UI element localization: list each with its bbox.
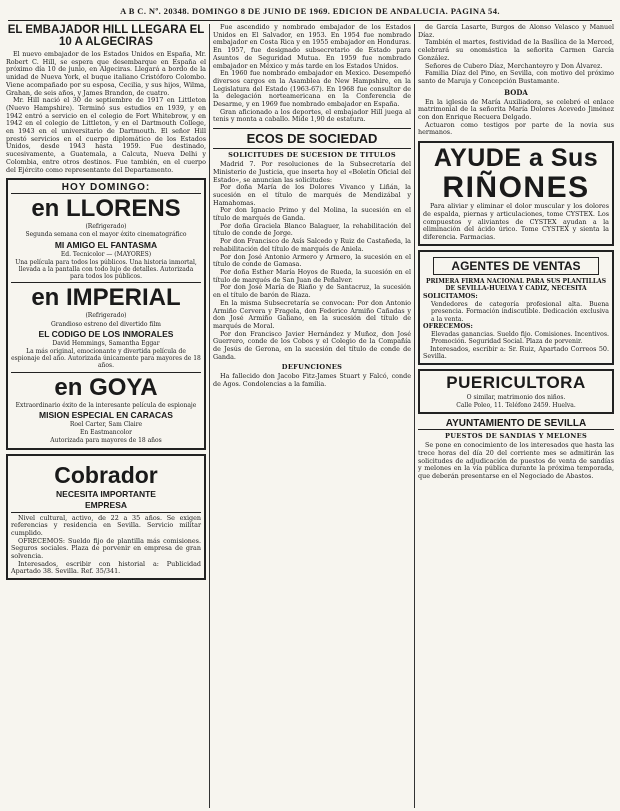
municipal-notice-title: AYUNTAMIENTO DE SEVILLA	[418, 418, 614, 430]
ad-text: O similar, matrimonio dos niños.	[466, 393, 566, 401]
section-subtitle: DEFUNCIONES	[281, 363, 343, 372]
divider	[11, 282, 201, 283]
film-title: MI AMIGO EL FANTASMA	[54, 239, 158, 250]
cinema-note: En Eastmancolor	[79, 429, 133, 437]
divider	[11, 512, 201, 513]
society-paragraph: Por doña María de los Dolores Vivanco y Liñán, la sucesión en el título de marqués de Mendizábal y Hamahomas.	[213, 183, 411, 207]
ad-contact: Calle Poleo, 11. Teléfono 2459. Huelva.	[456, 402, 576, 410]
cinema-name: en GOYA	[54, 373, 158, 401]
section-subtitle: SOLICITUDES DE SUCESION DE TITULOS	[228, 151, 396, 160]
ad-contact: Interesados, escribir con historial a: Publicidad Apartado 38. Sevilla. Ref. 35/341.	[11, 559, 201, 576]
article-paragraph: El nuevo embajador de los Estados Unidos en España, Mr. Robert C. Hill, se espera que desembarque en España el próximo día 10 de junio, en Algeciras. Llegará a bordo de la unidad de Nueva York, el buque italiano Cristóforo Colombo. Viene acompañado por su esposa, Cecilia, y sus hijos, Wilma, Grahan, de seis años, y James Brandon, de cuatro.	[6, 50, 206, 97]
cobrador-ad	[6, 454, 206, 581]
ad-contact: Interesados, escribir a: Sr. Ruiz, Apartado Correos 50. Sevilla.	[423, 344, 609, 361]
ad-text: Para aliviar y eliminar el dolor muscular y los dolores de espalda, piernas y articulaciones, tome CYSTEX. Los compuestos y aliviantes de CYSTEX ayudan a la eliminación del ácido úrico. Tome CYSTEX y sienta la diferencia. Farmacias.	[423, 202, 609, 241]
ad-title: AGENTES DE VENTAS	[433, 257, 599, 275]
society-paragraph: En la iglesia de María Auxiliadora, se celebró el enlace matrimonial de la señorita María Dolores Acevedo Jiménez con don Enrique Recuera Delgado.	[418, 97, 614, 122]
section-title-society: ECOS DE SOCIEDAD	[213, 128, 411, 149]
ad-headline: AYUDE a Sus	[433, 144, 599, 173]
wedding-heading: BODA	[504, 87, 528, 97]
ad-title: PUERICULTORA	[446, 372, 586, 392]
municipal-notice-text: Se pone en conocimiento de los interesados que hasta las trece horas del día 20 del corriente mes se admitirán las solicitudes de adjudicación de puestos de venta de sandías y melones en la vía pública durante la próxima temporada, que deberán presentarse en el Negociado de Abastos.	[418, 441, 614, 481]
society-paragraph: Por doña Graciela Blanco Balaguer, la rehabilitación del título de conde de Jorge.	[213, 221, 411, 238]
cinema-box-title: HOY DOMINGO:	[11, 182, 201, 194]
column-left	[6, 24, 206, 808]
divider	[11, 372, 201, 373]
page-header: A B C. Nº. 20348. DOMINGO 8 DE JUNIO DE 1969. EDICION DE ANDALUCIA. PAGINA 54.	[8, 6, 612, 21]
ad-section-label: SOLICITAMOS:	[423, 292, 478, 301]
headline-ambassador: EL EMBAJADOR HILL LLEGARA EL 10 A ALGECIRAS	[7, 24, 205, 48]
article-paragraph: En 1960 fue nombrado embajador en Mexico. Desempeñó diversos cargos en la Asamblea de New Hampshire, en la Legislatura del Estado (1963-67). En 1968 fue consultor de la delegación norteamericana en la Conferencia de Desarme, y en 1969 fue nombrado embajador en España.	[213, 69, 411, 109]
film-cast: Ed. Tecnicolor — (MAYORES)	[60, 250, 152, 258]
society-paragraph: Familia Díaz del Pino, en Sevilla, con motivo del próximo santo de Maruja y Concepción Bustamante.	[418, 69, 614, 85]
society-paragraph: También el martes, festividad de la Basílica de la Merced, celebrará su onomástica la señorita Carmen García González.	[418, 38, 614, 62]
society-paragraph: En la misma Subsecretaría se convocan: Por don Antonio Armiño Cervera y Fragela, don Federico Armiño Cañadas y don José Armiño Galiano, en la sucesión del título de marqués de Moral.	[213, 298, 411, 330]
municipal-notice-subtitle: PUESTOS DE SANDIAS Y MELONES	[444, 432, 588, 441]
cinema-note: (Refrigerado)	[85, 223, 127, 231]
society-paragraph: Ha fallecido don Jacobo Fitz-James Stuart y Falcó, conde de Agos. Condolencias a la familia.	[213, 372, 411, 389]
sales-agents-ad	[418, 250, 614, 365]
ad-headline: RIÑONES	[442, 171, 590, 205]
cinema-note: (Refrigerado)	[85, 312, 127, 320]
cinema-tagline: Extraordinario éxito de la interesante película de espionaje	[15, 401, 197, 409]
column-rule	[414, 24, 415, 808]
society-paragraph: Por doña Esther María Hoyos de Rueda, la sucesión en el título de marqués de San Juan de Peñalver.	[213, 267, 411, 284]
cinema-name: en IMPERIAL	[31, 284, 181, 312]
ad-offer: OFRECEMOS: Sueldo fijo de plantilla más comisiones. Seguros sociales. Plaza de porvenir en empresa de gran solvencia.	[11, 536, 201, 561]
society-paragraph: Señores de Cubero Díaz, Merchanteyro y Don Álvarez.	[425, 61, 603, 70]
ad-text: Elevadas ganancias. Sueldo fijo. Comisiones. Incentivos. Promoción. Seguridad Social. Plaza de porvenir.	[431, 330, 609, 346]
cystex-ad	[418, 141, 614, 246]
puericultora-ad	[418, 369, 614, 414]
film-cast: Roel Carter, Sam Claire	[69, 420, 143, 428]
cinema-tagline: Segunda semana con el mayor éxito cinematográfico	[25, 231, 187, 239]
ad-subtitle: NECESITA IMPORTANTE	[56, 488, 156, 499]
film-title: MISION ESPECIAL EN CARACAS	[39, 409, 173, 420]
society-paragraph: Por don José Antonio Armero y Armero, la sucesión en el título de conde de Gamasa.	[213, 252, 411, 269]
society-paragraph: Por don José María de Riaño y de Santacruz, la sucesión en el título de barón de Riaza.	[213, 283, 411, 300]
article-paragraph: Mr. Hill nació el 30 de septiembre de 1917 en Littleton (Nuevo Hampshire). Terminó sus estudios en 1939, y en 1942 entró a servicio en el colegio de Fort Whitebrow, y en 1942 en el colegio de Littleton, y en el Dartmouth College, en 1943 en el universitario de Dartmouth. El señor Hill prestó servicios en el cuerpo diplomático de los Estados Unidos, desde 1943 hasta 1959. Fue destinado, sucesivamente, a Guatemala, a Calcuta, Nueva Delhi y Colombia, entre otros destinos. Fue también, en el cuerpo del Ejército como representante del Departamento.	[6, 96, 206, 174]
ad-text: Vendedores de categoría profesional alta. Buena presencia. Formación indiscutible. Dedicación exclusiva a la venta.	[431, 300, 609, 323]
ad-subtitle: PRIMERA FIRMA NACIONAL PARA SUS PLANTILLAS DE SEVILLA-HUELVA Y CADIZ, NECESITA	[425, 277, 607, 292]
society-paragraph: Por don Ignacio Primo y del Molina, la sucesión en el título de marqués de Ganda.	[213, 206, 411, 223]
ad-text: Nivel cultural, activo, de 22 a 35 años. Se exigen referencias y residencia en Sevilla. Servicio militar cumplido.	[11, 513, 201, 537]
ad-subtitle: EMPRESA	[84, 499, 128, 510]
film-cast: David Hemmings, Samantha Eggar	[52, 339, 160, 347]
cinema-name: en LLORENS	[31, 195, 181, 223]
article-paragraph: Gran aficionado a los deportes, el embajador Hill juega al tenis y monta a caballo. Mide 1,90 de estatura.	[213, 107, 411, 124]
ad-title: Cobrador	[54, 461, 158, 488]
ad-section-label: OFRECEMOS:	[423, 321, 473, 330]
society-paragraph: Por don Francisco Javier Hernández y Muñoz, don José Guerrero, conde de los Cobos y el Colegio de la Compañía de Jesús de Gerona, en la sucesión del título de conde de Ganda.	[213, 329, 411, 361]
film-description: Autorizada para mayores de 18 años	[50, 437, 162, 445]
article-paragraph: Fue ascendido y nombrado embajador de los Estados Unidos en El Salvador, en 1953. En 1954 fue nombrado embajador en Costa Rica y en 1955 embajador en Honduras. En 1957, fue designado subsecretario de Estado para Asuntos de Seguridad Mutua. En 1959 fue nombrado embajador en México y más tarde en los Estados Unidos.	[213, 24, 411, 70]
society-paragraph: de García Lasarte, Burgos de Alonso Velasco y Manuel Díaz.	[418, 24, 614, 39]
film-description: Una película para todos los públicos. Una historia inmortal, llevada a la pantalla con todo lujo de detalles. Autorizada para todos los públicos.	[15, 258, 197, 281]
society-paragraph: Por don Francisco de Asís Salcedo y Ruiz de Castañeda, la rehabilitación del título de marqués de Aniela.	[213, 237, 411, 253]
society-paragraph: Actuaron como testigos por parte de la novia sus hermanos.	[418, 120, 614, 137]
column-rule	[209, 24, 210, 808]
cinema-tagline: Grandioso estreno del divertido film	[50, 320, 161, 328]
column-middle	[213, 24, 411, 808]
society-paragraph: Madrid 7. Por resoluciones de la Subsecretaría del Ministerio de Justicia, que inserta hoy el «Boletín Oficial del Estado», se anuncian las solicitudes:	[213, 160, 411, 184]
film-description: La más original, emocionante y divertida película de espionaje del año. Autorizada únicamente para mayores de 18 años.	[11, 348, 201, 370]
column-right	[418, 24, 614, 808]
cinema-listings-box	[6, 178, 206, 449]
film-title: EL CODIGO DE LOS INMORALES	[38, 328, 174, 339]
